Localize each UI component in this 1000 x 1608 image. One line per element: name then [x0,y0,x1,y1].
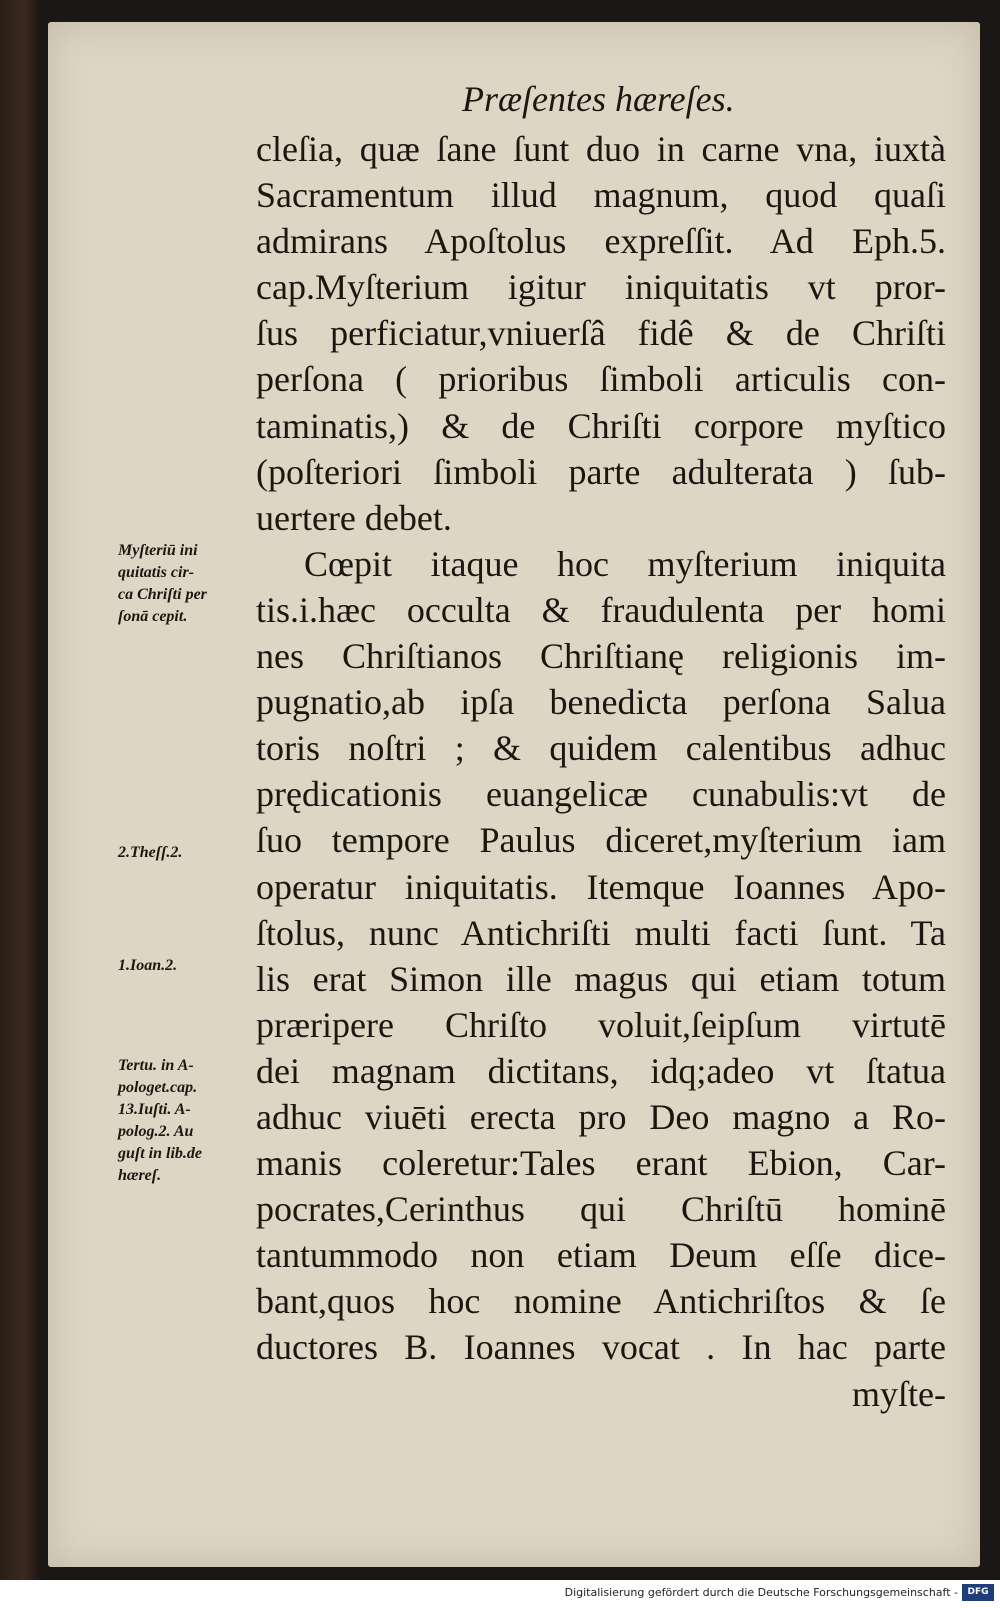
text-line: admirans Apoſtolus expreſſit. Ad Eph.5. [256,221,946,262]
text-line: bant,quos hoc nomine Antichriſtos & ſe [256,1281,946,1322]
text-line: ductores B. Ioannes vocat . In hac parte [256,1327,946,1368]
text-line: nes Chriſtianos Chriſtianę religionis im- [256,636,946,677]
margin-note-tertullian: Tertu. in A- pologet.cap. 13.Iuſti. A- polog.2. Au guſt in lib.de hæreſ. [118,1057,203,1184]
text-line: cap.Myſterium igitur iniquitatis vt pror- [256,267,946,308]
book-binding [0,0,40,1580]
text-line: prędicationis euangelicæ cunabulis:vt de [256,774,946,815]
text-line: præripere Chriſto voluit,ſeipſum virtutē [256,1004,946,1045]
text-line: ſus perficiatur,vniuerſâ fidê & de Chriſti [256,313,946,354]
text-line: pugnatio,ab ipſa benedicta perſona Salua [256,682,946,723]
footer-bar [0,1580,1000,1608]
text-line: toris noſtri ; & quidem calentibus adhuc [256,728,946,769]
text-line: perſona ( prioribus ſimboli articulis con- [256,359,946,400]
text-line: Sacramentum illud magnum, quod quaſi [256,175,946,216]
running-head: Præſentes hæreſes. [462,79,735,119]
text-line: tantummodo non etiam Deum eſſe dice- [256,1235,946,1276]
text-line: manis coleretur:Tales erant Ebion, Car- [256,1143,946,1184]
text-line: adhuc viuēti erecta pro Deo magno a Ro- [256,1096,946,1137]
text-line: taminatis,) & de Chriſti corpore myſtico [256,405,946,446]
catchword: myſte- [852,1373,946,1414]
text-line: lis erat Simon ille magus qui etiam totum [256,958,946,999]
margin-note-mysterium: Myſteriū ini quitatis cir- ca Chriſti per ſonā cepit. [118,542,207,625]
text-line: (poſteriori ſimboli parte adulterata ) ſub- [256,451,946,492]
paragraph-start-line: Cœpit itaque hoc myſterium iniquita [304,543,946,584]
margin-note-ioan: 1.Ioan.2. [118,957,178,974]
text-line: operatur iniquitatis. Itemque Ioannes Apo- [256,866,946,907]
margin-note-thess: 2.Theſſ.2. [118,844,183,861]
text-line: uertere debet. [256,497,452,538]
funding-credit: Digitalisierung gefördert durch die Deutsche Forschungsgemeinschaft - [564,1586,958,1599]
text-line: ſuo tempore Paulus diceret,myſterium iam [256,820,946,861]
body-text [256,126,946,1417]
text-line: tis.i.hæc occulta & fraudulenta per homi [256,589,946,630]
text-line: dei magnam dictitans, idq;adeo vt ſtatua [256,1050,946,1091]
text-line: cleſia, quæ ſane ſunt duo in carne vna, iuxtà [256,129,946,169]
text-line: pocrates,Cerinthus qui Chriſtū hominē [256,1189,946,1230]
dfg-logo: DFG [962,1584,994,1601]
text-line: ſtolus, nunc Antichriſti multi facti ſunt. Ta [256,912,946,953]
